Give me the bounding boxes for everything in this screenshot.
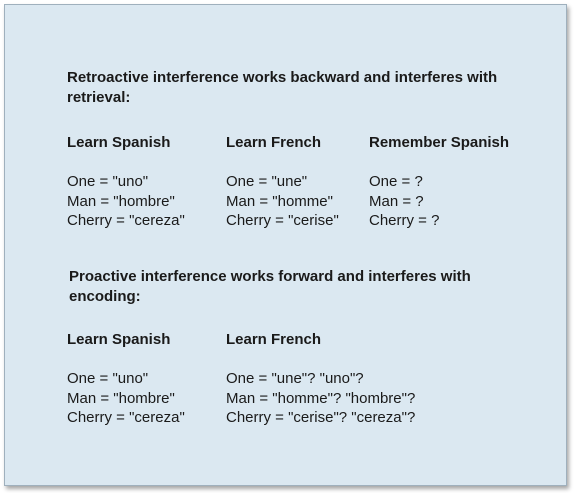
vocab-line: Cherry = "cerise" bbox=[226, 212, 339, 229]
vocab-line: One = "une"? "uno"? bbox=[226, 370, 364, 387]
retro-col-remember-spanish-title: Remember Spanish bbox=[369, 134, 510, 151]
vocab-line: Cherry = "cereza" bbox=[67, 409, 185, 426]
vocab-line: Man = "homme"? "hombre"? bbox=[226, 389, 416, 407]
vocab-line: One = ? bbox=[369, 173, 423, 190]
vocab-line: Cherry = ? bbox=[369, 212, 440, 229]
retro-col-learn-french-list bbox=[226, 172, 339, 231]
pro-col-learn-french-list bbox=[226, 369, 415, 428]
vocab-line: One = "uno" bbox=[67, 370, 149, 387]
vocab-line: Man = "homme" bbox=[226, 192, 333, 210]
vocab-line: Man = "hombre" bbox=[67, 389, 175, 407]
retroactive-heading: Retroactive interference works backward and interferes with retrieval: bbox=[67, 69, 498, 106]
retro-col-learn-spanish-list bbox=[67, 172, 185, 231]
vocab-line: Man = "hombre" bbox=[67, 192, 175, 210]
vocab-line: One = "uno" bbox=[67, 173, 149, 190]
proactive-heading: Proactive interference works forward and interferes with encoding: bbox=[69, 268, 471, 305]
retro-col-remember-spanish-list bbox=[369, 172, 439, 231]
pro-col-learn-spanish-title: Learn Spanish bbox=[67, 331, 171, 348]
retro-col-learn-french-title: Learn French bbox=[226, 134, 322, 151]
interference-figure bbox=[4, 4, 567, 486]
vocab-line: One = "une" bbox=[226, 173, 308, 190]
pro-col-learn-spanish-list bbox=[67, 369, 185, 428]
vocab-line: Man = ? bbox=[369, 192, 424, 210]
vocab-line: Cherry = "cerise"? "cereza"? bbox=[226, 409, 416, 426]
vocab-line: Cherry = "cereza" bbox=[67, 212, 185, 229]
pro-col-learn-french-title: Learn French bbox=[226, 331, 322, 348]
retro-col-learn-spanish-title: Learn Spanish bbox=[67, 134, 171, 151]
